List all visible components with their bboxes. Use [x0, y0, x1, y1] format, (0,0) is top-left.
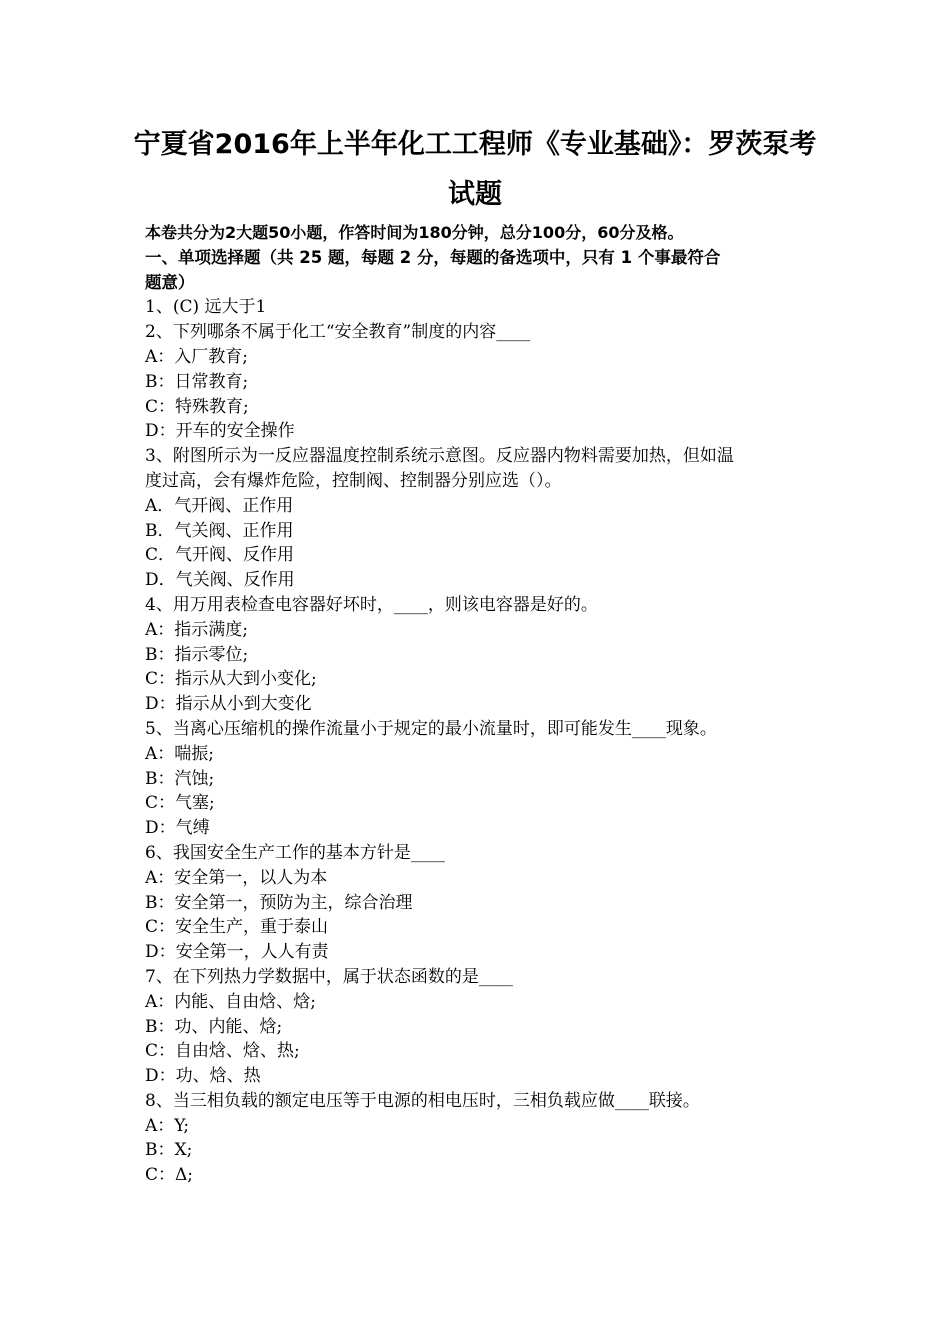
- section-heading-line-2: 题意）: [145, 272, 195, 292]
- question-line: B．气关阀、正作用: [145, 520, 294, 541]
- question-line: A：指示满度;: [145, 619, 249, 640]
- question-line: A：Y;: [145, 1115, 190, 1136]
- question-line: 1、(C) 远大于1: [145, 297, 267, 318]
- question-line: A：安全第一，以人为本: [145, 867, 328, 888]
- question-line: B：汽蚀;: [145, 768, 215, 789]
- question-line: B：指示零位;: [145, 644, 249, 665]
- question-line: 6、我国安全生产工作的基本方针是____: [145, 842, 445, 863]
- question-line: C：特殊教育;: [145, 396, 249, 417]
- question-line: B：功、内能、焓;: [145, 1016, 283, 1037]
- question-line: A：喘振;: [145, 743, 215, 764]
- question-list: [145, 295, 815, 1188]
- question-line: 度过高，会有爆炸危险，控制阀、控制器分别应选（）。: [145, 470, 562, 491]
- question-line: D：安全第一，人人有责: [145, 942, 329, 963]
- question-line: 4、用万用表检查电容器好坏时，____，则该电容器是好的。: [145, 594, 598, 615]
- question-line: C：气塞;: [145, 793, 215, 814]
- question-line: A：入厂教育;: [145, 346, 249, 367]
- question-line: D：指示从小到大变化: [145, 694, 312, 715]
- question-line: D：开车的安全操作: [145, 421, 295, 442]
- document-title-line-1: 宁夏省2016年上半年化工工程师《专业基础》：罗茨泵考: [133, 129, 817, 160]
- question-line: B：X;: [145, 1140, 193, 1161]
- document-body: [145, 221, 815, 1188]
- question-line: C：自由焓、焓、热;: [145, 1041, 300, 1062]
- question-line: D：功、焓、热: [145, 1066, 261, 1087]
- question-line: 3、附图所示为一反应器温度控制系统示意图。反应器内物料需要加热，但如温: [145, 446, 734, 467]
- question-line: D：气缚: [145, 818, 210, 839]
- question-line: 8、当三相负载的额定电压等于电源的相电压时，三相负载应做____联接。: [145, 1090, 700, 1111]
- question-line: B：安全第一，预防为主，综合治理: [145, 892, 413, 913]
- question-line: C：指示从大到小变化;: [145, 669, 317, 690]
- exam-intro: 本卷共分为2大题50小题，作答时间为180分钟，总分100分，60分及格。: [145, 223, 684, 242]
- question-line: C：安全生产，重于泰山: [145, 917, 329, 938]
- question-line: C．气开阀、反作用: [145, 545, 295, 566]
- question-line: A：内能、自由焓、焓;: [145, 991, 317, 1012]
- question-line: D．气关阀、反作用: [145, 570, 295, 591]
- question-line: B：日常教育;: [145, 371, 249, 392]
- question-line: 7、在下列热力学数据中，属于状态函数的是____: [145, 966, 513, 987]
- question-line: A．气开阀、正作用: [145, 495, 294, 516]
- question-line: 2、下列哪条不属于化工“安全教育”制度的内容____: [145, 322, 531, 343]
- question-line: C：Δ;: [145, 1165, 194, 1186]
- document-title-line-2: 试题: [448, 179, 502, 210]
- section-heading-line-1: 一、单项选择题（共 25 题，每题 2 分，每题的备选项中，只有 1 个事最符合: [145, 247, 721, 267]
- question-line: 5、当离心压缩机的操作流量小于规定的最小流量时，即可能发生____现象。: [145, 718, 717, 739]
